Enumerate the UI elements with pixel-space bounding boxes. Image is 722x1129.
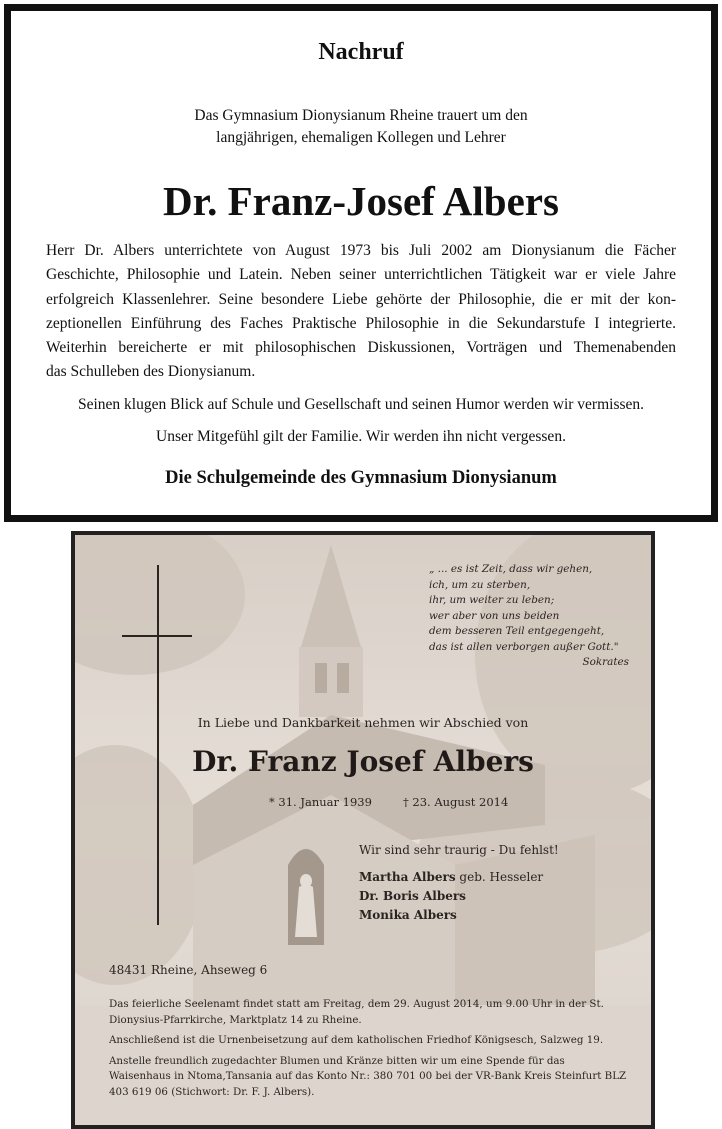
mourner-3 [359,906,543,925]
cross-icon-horizontal [122,635,192,637]
farewell-line: In Liebe und Dankbarkeit nehmen wir Abschied von [197,715,529,730]
obituary-notice-school [4,4,718,522]
deceased-name: Dr. Franz Josef Albers [192,745,534,778]
family-death-notice [71,531,655,1129]
mourner-2 [359,887,543,906]
obituary-intro [71,105,651,149]
obituary-body-line: zeptionellen Einführung des Faches Praktische Philosophie in die Sekundarstufe I integrierte. [46,314,676,332]
obituary-remembrance-line: Seinen klugen Blick auf Schule und Gesellschaft und seinen Humor werden wir vermissen. [77,396,645,413]
obituary-intro-line-2: langjährigen, ehemaligen Kollegen und Lehrer [216,129,506,146]
death-date: † 23. August 2014 [403,795,509,809]
obituary-body-line: das Schulleben des Dionysianum. [46,363,256,381]
obituary-body-line: erfolgreich Klassenlehrer. Seine besondere Liebe gehörte der Philosophie, die er mit der kon- [46,290,676,308]
quote-line: dem besseren Teil entgegengeht, [429,625,605,637]
obituary-body-line: Herr Dr. Albers unterrichtete von August 1973 bis Juli 2002 am Dionysianum die Fächer [46,242,676,259]
quote-line: wer aber von uns beiden [429,609,560,622]
funeral-mass-info: Das feierliche Seelenamt findet statt am Freitag, dem 29. August 2014, um 9.00 Uhr in der St. Dionysius-Pfarrkirche, Marktplatz 14 zu Rheine. [109,998,604,1026]
mourner-2-name: Dr. Boris Albers [359,889,466,903]
birth-date: * 31. Januar 1939 [269,795,372,809]
obituary-deceased-name: Dr. Franz-Josef Albers [163,178,559,224]
obituary-title: Nachruf [318,39,404,65]
obituary-body-line: Weiterhin bereicherte er mit philosophischen Diskussionen, Vorträgen und Themenabenden [46,339,676,357]
donation-info: Anstelle freundlich zugedachter Blumen und Kränze bitten wir um eine Spende für das Waisenhaus in Ntoma,Tansania auf das Konto Nr.: 380 701 00 bei der VR-Bank Kreis Steinfurt BLZ 403 619 06 (Stichwort: Dr. F. J. Albers). [109,1054,627,1098]
mourner-3-name: Monika Albers [359,908,457,922]
quote-line: das ist allen verborgen außer Gott." [429,640,619,653]
quote-author: Sokrates [582,656,629,668]
quote-line: „ ... es ist Zeit, dass wir gehen, [429,563,593,575]
quote-line: ihr, um weiter zu leben; [429,594,555,606]
mourning-line: Wir sind sehr traurig - Du fehlst! [359,843,559,857]
obituary-signature: Die Schulgemeinde des Gymnasium Dionysianum [165,468,557,488]
funeral-details [109,997,629,1105]
family-mourners [359,868,543,925]
quote-line: ich, um zu sterben, [429,578,531,591]
mourner-1 [359,868,543,887]
obituary-intro-line-1: Das Gymnasium Dionysianum Rheine trauert um den [194,107,528,124]
obituary-body-text [46,239,676,385]
socrates-quote [429,562,647,671]
obituary-sympathy-line: Unser Mitgefühl gilt der Familie. Wir werden ihn nicht vergessen. [156,428,566,445]
urn-burial-info: Anschließend ist die Urnenbeisetzung auf dem katholischen Friedhof Königsesch, Salzweg 19. [109,1034,604,1046]
mourner-1-maiden-name: geb. Hesseler [459,870,544,884]
family-address: 48431 Rheine, Ahseweg 6 [109,963,268,977]
mourner-1-name: Martha Albers [359,870,456,884]
obituary-body-line: Geschichte, Philosophie und Latein. Neben seiner unterrichtlichen Tätigkeit war er viele Jahre [46,266,676,284]
